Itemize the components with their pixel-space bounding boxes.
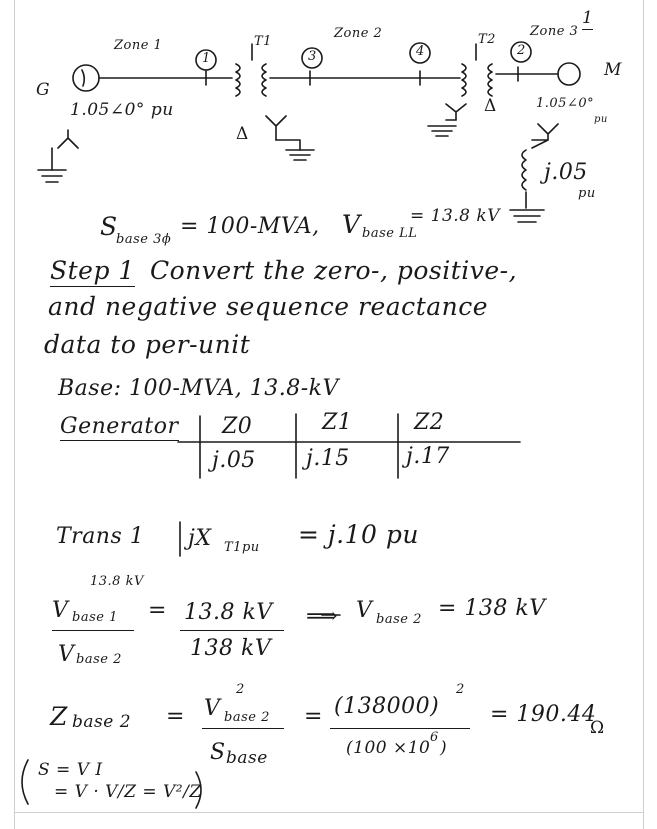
vbase-rhs-fraction-bar [180, 630, 284, 631]
v-base-value: = 13.8 kV [410, 206, 500, 226]
gen-val-z0: j.05 [212, 448, 256, 473]
generator-label: G [36, 80, 51, 100]
motor-wye [538, 124, 558, 140]
zone1-label: Zone 1 [114, 38, 163, 53]
v-base-subscript: base LL [362, 226, 418, 241]
ground-reactance: j.05 [544, 160, 588, 185]
bus1-number: 1 [202, 51, 211, 66]
zbase-num-symbol: V [204, 696, 221, 721]
gen-table-header: Generator [60, 414, 179, 439]
gen-col-z1: Z1 [322, 410, 353, 435]
zbase-den-subscript: base [226, 748, 268, 768]
t2-primary-coil [462, 64, 466, 96]
vbase2-symbol: V [58, 642, 75, 667]
trans1-expr: jX [188, 526, 212, 551]
zbase-fraction-bar-1 [202, 728, 284, 729]
step1-line2: and negative sequence reactance [48, 292, 489, 321]
zbase-den2-close: ) [440, 738, 448, 758]
zbase-den2-exponent: 6 [430, 730, 439, 745]
step1-line3: data to per-unit [44, 330, 251, 359]
bus2-number: 2 [517, 43, 526, 58]
generator-symbol [73, 65, 99, 91]
v-base-symbol: V [342, 210, 361, 239]
motor-label: M [604, 60, 622, 80]
s-base-symbol: S [100, 212, 118, 241]
t1-label: T1 [254, 34, 272, 49]
zbase-num-exponent: 2 [236, 682, 245, 697]
ground-reactance-unit: pu [578, 186, 596, 201]
zone2-label: Zone 2 [334, 26, 383, 41]
vbase1-subscript: base 1 [72, 610, 118, 625]
zbase-num-subscript: base 2 [224, 710, 270, 725]
zone3-label: Zone 3 [530, 24, 579, 39]
vbase2-subscript: base 2 [76, 652, 122, 667]
trans1-value: = j.10 pu [298, 520, 419, 549]
bus4-number: 4 [416, 44, 425, 59]
t1-wye [266, 116, 286, 140]
t2-delta: Δ [484, 96, 497, 116]
zbase-fraction-bar-2 [330, 728, 470, 729]
gen-col-z2: Z2 [414, 410, 445, 435]
gen-val-z2: j.17 [406, 444, 450, 469]
page-number: 1 [582, 8, 594, 28]
note-line1: S = V I [38, 760, 103, 780]
vbase-rhs-numerator: 13.8 kV [184, 600, 273, 625]
step1-label: Step 1 [50, 256, 135, 285]
zbase-den2: (100 ×10 [346, 738, 431, 758]
trans1-subscript: T1pu [224, 540, 260, 555]
zbase-result: = 190.44 [490, 702, 597, 727]
motor-voltage-unit: pu [594, 114, 608, 125]
implies-arrow: ⟹ [306, 604, 339, 629]
zbase-symbol: Z [50, 702, 68, 731]
vbase-ratio-fraction-bar [52, 630, 134, 631]
motor-voltage: 1.05∠0° [536, 96, 595, 111]
t2-ground [428, 126, 456, 136]
t2-wye [446, 104, 466, 120]
motor-ground [510, 210, 544, 222]
zbase-den-symbol: S [210, 740, 226, 765]
vbase-rhs-denominator: 138 kV [190, 636, 272, 661]
vbase2-result-subscript: base 2 [376, 612, 422, 627]
t2-label: T2 [478, 32, 496, 47]
ground-reactor-coil [522, 150, 526, 190]
vbase1-annotation: 13.8 kV [90, 574, 144, 589]
note-line2: = V · V/Z = V²/Z [54, 782, 202, 802]
generator-voltage: 1.05∠0° pu [70, 100, 174, 120]
zbase-subscript: base 2 [72, 712, 132, 732]
zbase-equals-2: = [304, 704, 323, 729]
vbase1-symbol: V [52, 598, 69, 623]
gen-val-z1: j.15 [306, 446, 350, 471]
t1-ground [286, 150, 314, 160]
t1-primary-coil [236, 64, 240, 96]
t2-secondary-coil [488, 64, 492, 96]
base-line: Base: 100-MVA, 13.8-kV [58, 376, 339, 401]
gen-col-z0: Z0 [222, 414, 253, 439]
gen-ground [38, 170, 66, 182]
vbase-ratio-equals: = [148, 598, 167, 623]
zbase-equals-1: = [166, 704, 185, 729]
bus3-number: 3 [308, 49, 317, 64]
ohm-unit: Ω [590, 718, 605, 738]
trans1-label: Trans 1 [56, 524, 145, 549]
s-base-subscript: base 3ϕ [116, 232, 172, 247]
t1-delta: Δ [236, 124, 249, 144]
t1-secondary-coil [262, 64, 266, 96]
vbase2-result-symbol: V [356, 598, 373, 623]
zbase-num2: (138000) [334, 694, 440, 719]
zbase-num2-exponent: 2 [456, 682, 465, 697]
motor-symbol [558, 63, 580, 85]
step1-line1: Convert the zero-, positive-, [150, 256, 518, 285]
s-base-value: = 100-MVA, [180, 214, 320, 239]
vbase2-result-value: = 138 kV [438, 596, 546, 621]
gen-wye [58, 130, 78, 148]
